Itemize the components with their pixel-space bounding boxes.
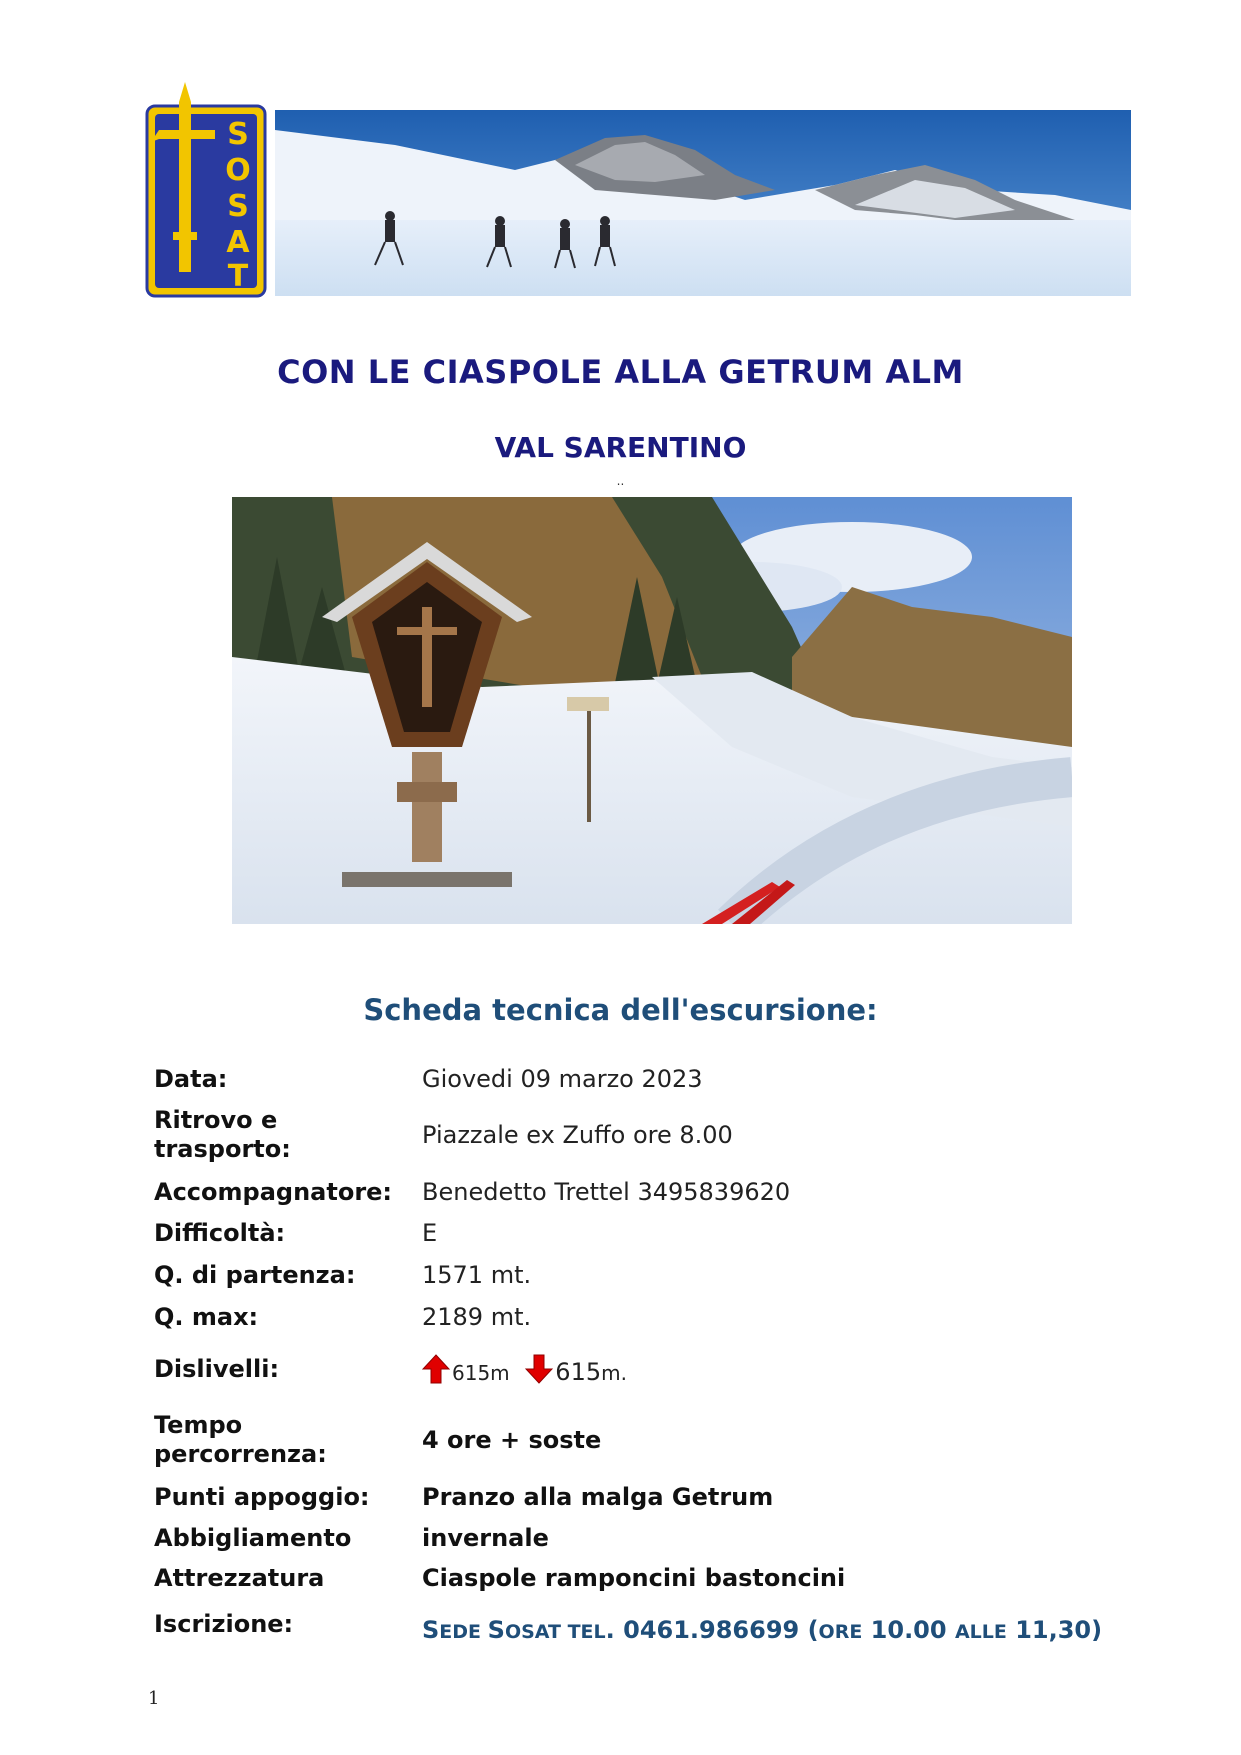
label-dislivelli: Dislivelli: [154, 1355, 280, 1383]
svg-text:S: S [227, 117, 249, 152]
winter-shrine-photo [232, 497, 1072, 924]
label-tempo-line2: percorrenza: [154, 1440, 327, 1468]
sosat-logo [145, 82, 267, 298]
svg-text:O: O [225, 153, 251, 188]
value-difficolta: E [422, 1219, 438, 1247]
svg-text:S: S [227, 189, 249, 224]
section-title: Scheda tecnica dell'escursione: [363, 993, 878, 1027]
descent-unit: m. [601, 1361, 627, 1385]
banner-mountain-image [275, 110, 1131, 296]
value-tempo: 4 ore + soste [422, 1426, 602, 1454]
page-subtitle: VAL SARENTINO [494, 431, 747, 464]
label-abbigliamento: Abbigliamento [154, 1524, 352, 1552]
label-difficolta: Difficoltà: [154, 1219, 286, 1247]
label-appoggio: Punti appoggio: [154, 1483, 370, 1511]
descent-value: 615 [555, 1358, 602, 1386]
value-dislivelli [422, 1354, 627, 1388]
value-abbigliamento: invernale [422, 1524, 549, 1552]
label-data: Data: [154, 1065, 228, 1093]
page-title: CON LE CIASPOLE ALLA GETRUM ALM [277, 353, 964, 391]
label-iscrizione: Iscrizione: [154, 1610, 294, 1638]
label-ritrovo-line2: trasporto: [154, 1135, 291, 1163]
label-accompagnatore: Accompagnatore: [154, 1178, 393, 1206]
value-data: Giovedi 09 marzo 2023 [422, 1065, 703, 1093]
label-max: Q. max: [154, 1303, 259, 1331]
ascent-value: 615m [452, 1361, 510, 1385]
label-partenza: Q. di partenza: [154, 1261, 356, 1289]
page-number: 1 [148, 1688, 160, 1709]
arrow-up-icon [422, 1354, 450, 1384]
label-attrezzatura: Attrezzatura [154, 1564, 325, 1592]
label-tempo-line1: Tempo [154, 1411, 243, 1439]
value-accompagnatore: Benedetto Trettel 3495839620 [422, 1178, 791, 1206]
arrow-down-icon [525, 1354, 553, 1384]
value-max: 2189 mt. [422, 1303, 532, 1331]
value-iscrizione: SEDE SOSAT TEL. 0461.986699 (ORE 10.00 ALLE 11,30) [422, 1616, 1103, 1644]
svg-text:A: A [226, 225, 250, 260]
value-partenza: 1571 mt. [422, 1261, 532, 1289]
separator-dots: .. [616, 474, 625, 488]
value-appoggio: Pranzo alla malga Getrum [422, 1483, 774, 1511]
svg-text:T: T [227, 259, 249, 294]
value-ritrovo: Piazzale ex Zuffo ore 8.00 [422, 1121, 733, 1149]
value-attrezzatura: Ciaspole ramponcini bastoncini [422, 1564, 846, 1592]
label-ritrovo-line1: Ritrovo e [154, 1106, 278, 1134]
